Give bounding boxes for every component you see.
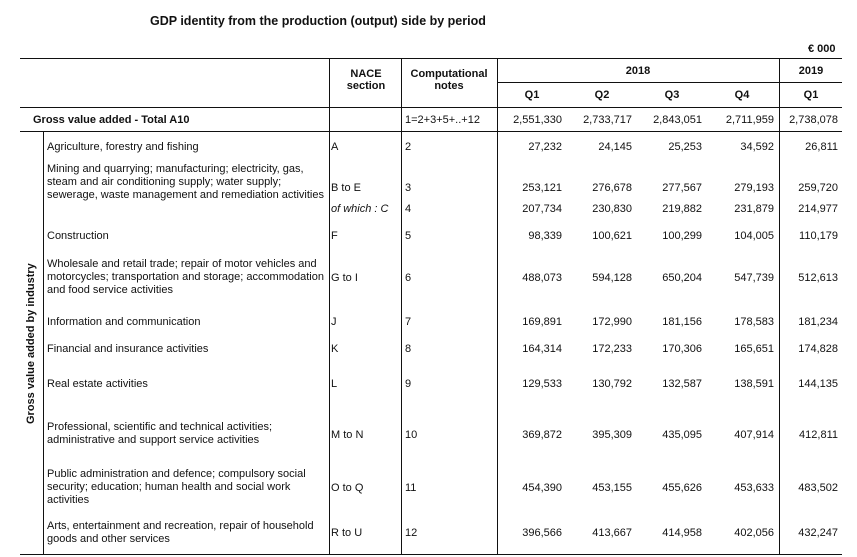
total-label: Gross value added - Total A10 [33, 114, 190, 126]
vrule-notes [401, 58, 402, 555]
value-cell: 412,811 [799, 429, 838, 441]
value-cell: 414,958 [662, 527, 702, 539]
value-cell: 454,390 [522, 482, 562, 494]
value-cell: 27,232 [528, 141, 562, 153]
vrule-nace [329, 58, 330, 555]
industry-label: Mining and quarrying; manufacturing; electricity, gas, steam and air conditioning supply; water supply; sewerage, waste management and remediation activities [47, 163, 324, 201]
value-cell: 174,828 [798, 343, 838, 355]
rule-header-bottom [20, 107, 842, 108]
value-cell: 594,128 [592, 272, 632, 284]
nace-section: A [331, 141, 339, 153]
value-cell: 170,306 [662, 343, 702, 355]
computational-note: 5 [405, 230, 412, 242]
value-cell: 396,566 [522, 527, 562, 539]
computational-note: 7 [405, 316, 412, 328]
nace-section: R to U [331, 527, 363, 539]
unit-label: € 000 [808, 43, 836, 55]
computational-note: 6 [405, 272, 412, 284]
header-nace: NACE section [346, 68, 386, 92]
value-cell: 277,567 [662, 182, 702, 194]
nace-section: L [331, 378, 338, 390]
value-cell: 231,879 [734, 203, 774, 215]
computational-note: 8 [405, 343, 412, 355]
nace-section: G to I [331, 272, 358, 284]
value-cell: 512,613 [798, 272, 838, 284]
header-quarter: Q3 [664, 89, 680, 101]
nace-section: B to E [331, 182, 361, 194]
industry-label: Real estate activities [47, 378, 148, 390]
value-cell: 407,914 [734, 429, 774, 441]
value-cell: 219,882 [662, 203, 702, 215]
value-cell: 259,720 [798, 182, 838, 194]
industry-label: Construction [47, 230, 109, 242]
nace-section: J [331, 316, 337, 328]
value-cell: 435,095 [662, 429, 702, 441]
nace-section: O to Q [331, 482, 364, 494]
rule-table-bottom [20, 554, 842, 555]
computational-note: 11 [405, 482, 417, 494]
value-cell: 110,179 [799, 230, 838, 242]
total-value: 2,551,330 [513, 114, 562, 126]
industry-label: Agriculture, forestry and fishing [47, 141, 199, 153]
nace-section: M to N [331, 429, 364, 441]
value-cell: 24,145 [598, 141, 632, 153]
value-cell: 453,633 [734, 482, 774, 494]
computational-note: 10 [405, 429, 418, 441]
value-cell: 650,204 [662, 272, 702, 284]
computational-note: 3 [405, 182, 412, 194]
value-cell: 230,830 [592, 203, 632, 215]
value-cell: 130,792 [592, 378, 632, 390]
value-cell: 547,739 [734, 272, 774, 284]
value-cell: 100,299 [662, 230, 702, 242]
value-cell: 144,135 [798, 378, 838, 390]
value-cell: 132,587 [662, 378, 702, 390]
computational-note: 2 [405, 141, 412, 153]
nace-section: of which : C [331, 203, 389, 215]
value-cell: 369,872 [522, 429, 562, 441]
value-cell: 488,073 [522, 272, 562, 284]
value-cell: 172,990 [592, 316, 632, 328]
industry-label: Financial and insurance activities [47, 343, 209, 355]
value-cell: 181,234 [798, 316, 838, 328]
value-cell: 26,811 [805, 141, 838, 153]
computational-note: 9 [405, 378, 412, 390]
header-quarter: Q2 [594, 89, 610, 101]
value-cell: 98,339 [528, 230, 562, 242]
value-cell: 276,678 [592, 182, 632, 194]
side-label: Gross value added by industry [25, 263, 37, 424]
value-cell: 165,651 [734, 343, 774, 355]
industry-label: Professional, scientific and technical activities; administrative and support service activities [47, 421, 272, 446]
header-quarter: Q4 [734, 89, 750, 101]
industry-label: Wholesale and retail trade; repair of motor vehicles and motorcycles; transportation and storage; accommodation and food service activities [47, 258, 324, 296]
total-value: 2,843,051 [653, 114, 702, 126]
rule-top [20, 58, 842, 59]
computational-note: 4 [405, 203, 412, 215]
value-cell: 453,155 [592, 482, 632, 494]
header-notes: Computational notes [410, 68, 488, 92]
computational-note: 12 [405, 527, 418, 539]
header-year-2018: 2018 [625, 65, 651, 77]
value-cell: 279,193 [734, 182, 774, 194]
value-cell: 455,626 [662, 482, 702, 494]
value-cell: 214,977 [798, 203, 838, 215]
industry-label: Information and communication [47, 316, 201, 328]
value-cell: 172,233 [592, 343, 632, 355]
vrule-2019 [779, 58, 780, 555]
value-cell: 138,591 [734, 378, 774, 390]
vrule-side [43, 131, 44, 555]
value-cell: 169,891 [522, 316, 562, 328]
value-cell: 178,583 [734, 316, 774, 328]
rule-total-bottom [20, 131, 842, 132]
header-quarter: Q1 [803, 89, 819, 101]
value-cell: 483,502 [798, 482, 838, 494]
rule-year [497, 82, 842, 83]
value-cell: 34,592 [740, 141, 774, 153]
total-value: 2,711,959 [725, 114, 774, 126]
value-cell: 253,121 [522, 182, 562, 194]
value-cell: 395,309 [592, 429, 632, 441]
value-cell: 100,621 [592, 230, 632, 242]
industry-label: Arts, entertainment and recreation, repair of household goods and other services [47, 520, 314, 545]
value-cell: 129,533 [522, 378, 562, 390]
total-note: 1=2+3+5+..+12 [405, 114, 480, 126]
vrule-q1 [497, 58, 498, 555]
total-value: 2,738,078 [789, 114, 838, 126]
value-cell: 164,314 [522, 343, 562, 355]
header-year-2019: 2019 [798, 65, 824, 77]
nace-section: K [331, 343, 339, 355]
page-title: GDP identity from the production (output) side by period [150, 14, 486, 28]
value-cell: 104,005 [734, 230, 774, 242]
industry-label: Public administration and defence; compulsory social security; education; human health and social work activities [47, 468, 306, 506]
header-quarter: Q1 [524, 89, 540, 101]
value-cell: 413,667 [592, 527, 632, 539]
value-cell: 181,156 [662, 316, 702, 328]
value-cell: 207,734 [522, 203, 562, 215]
nace-section: F [331, 230, 338, 242]
value-cell: 432,247 [798, 527, 838, 539]
value-cell: 402,056 [734, 527, 774, 539]
total-value: 2,733,717 [583, 114, 632, 126]
value-cell: 25,253 [668, 141, 702, 153]
